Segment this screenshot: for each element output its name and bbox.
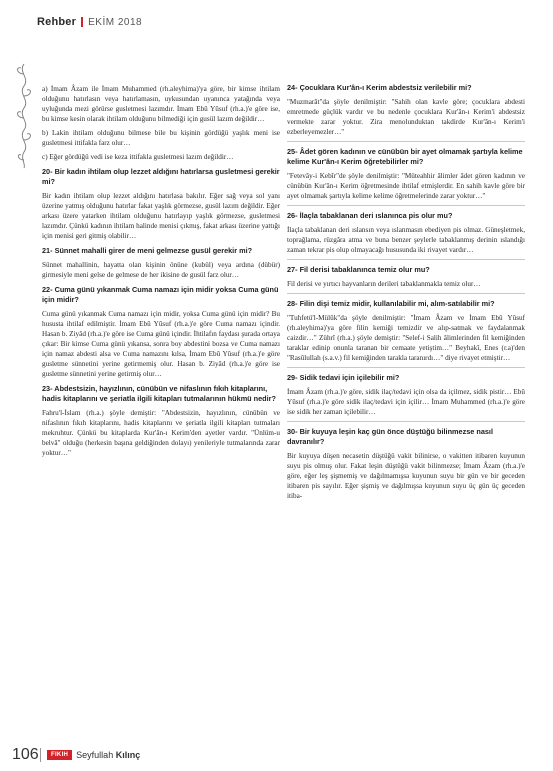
- author-last-name: Kılınç: [115, 750, 141, 760]
- page-number: 106: [12, 746, 39, 763]
- question-heading: 20- Bir kadın ihtilam olup lezzet aldığını hatırlarsa gusletmesi gerekir mi?: [42, 167, 280, 186]
- paragraph: c) Eğer gördüğü vedi ise keza ittifakla gusletmesi lazım değildir…: [42, 153, 234, 161]
- page-footer: [12, 746, 140, 764]
- section-divider: [287, 367, 525, 368]
- right-column: [287, 83, 525, 505]
- paragraph: İmam Âzam (rh.a.)'e göre, sidik ilaç/tedavi için olsa da içilmez, sidik pistir… Ebû Yûsuf (rh.a.)'e göre sidik ilaç/tedavi için içilir… İmam Muhammed (rh.a.)'e göre ise sidik her zaman içilebilir…: [287, 388, 525, 416]
- paragraph: "Muzmarât"da şöyle denilmiştir: "Sahih olan kavle göre; çocuklara abdesti emretmede güçlük vardır ve bu nedenle çocuklara Kur'ân-ı Kerim'i abdestsiz vermekte zarar yoktur. Zira menolunduktan takdirde Kur'ân-ı Kerim'i ezberleyemezler…": [287, 98, 525, 136]
- question-heading: 21- Sünnet mahalli girer de meni gelmezse gusül gerekir mi?: [42, 246, 253, 255]
- floral-ornament-icon: [12, 62, 36, 170]
- question-heading: 29- Sidik tedavi için içilebilir mi?: [287, 373, 400, 382]
- paragraph: "Fetevây-i Kebîr"de şöyle denilmiştir: "Müteahhir âlimler âdet gören kadının ve cünübün Kur'ân-ı Kerim öğretmesinde ihtilaf etmişlerdir. En sahih kavle göre bir ayet olmamak şartıyla kelime kelime öğretmelerinde zarar yoktur…": [287, 172, 525, 200]
- issue-date: EKİM 2018: [88, 16, 143, 28]
- question-heading: 28- Filin dişi temiz midir, kullanılabilir mi, alım-satılabilir mi?: [287, 299, 495, 308]
- paragraph: Fahru'l-İslam (rh.a.) şöyle demiştir: "Abdestsizin, hayızlının, cünübün ve nifaslının fıkıh kitaplarını, hadis kitaplarını ve şeriatla ilgili kitapları tutmaları mekruhtur. Çünkü bu kitaplarda Kur'ân-ı Kerim'den ayetler vardır. "Ünlüm-u belvâ" olduğu (herkesin başına geldiğinden dolayı) yenileriyle tutmalarında zarar yoktur…": [42, 409, 280, 457]
- section-divider: [287, 141, 525, 142]
- question-heading: 26- İlaçla tabaklanan deri ıslanınca pis olur mu?: [287, 211, 453, 220]
- paragraph: Cuma günü yıkanmak Cuma namazı için midir, yoksa Cuma günü için midir? Bu hususta ihtilaf edilmiştir. İmam Ebû Yûsuf (rh.a.)'e göre Cuma namazı içindir. Hasan b. Ziyâd (rh.a.)'e göre ise Cuma günü içindir. İhtilafın faydası şurada ortaya çıkar: Bir kimse Cuma günü yıkansa, sonra boy abdestini bozsa ve Cuma namazı için namaz abdesti alsa ve Cuma namazını kılsa, İmam Ebû Yûsuf (rh.a.)'e göre gusletme sünnetini yerine getirmemiş olur. Hasan b. Ziyâd (rh.a.)'e göre ise gusletme sünnetini yerine getirmiş olur…: [42, 310, 280, 378]
- question-heading: 22- Cuma günü yıkanmak Cuma namazı için midir yoksa Cuma günü için midir?: [42, 285, 279, 304]
- author-name: [76, 750, 140, 760]
- author-first-name: Seyfullah: [76, 750, 114, 760]
- section-divider: [287, 421, 525, 422]
- section-badge: FIKIH: [47, 750, 72, 760]
- question-heading: 25- Âdet gören kadının ve cünübün bir ayet olmamak şartıyla kelime kelime Kur'ân-ı Kerim öğretebilirler mi?: [287, 147, 523, 166]
- section-divider: [287, 259, 525, 260]
- footer-separator: [40, 748, 41, 762]
- paragraph: Fil derisi ve yırtıcı hayvanların derileri tabaklanmakla temiz olur…: [287, 280, 481, 288]
- left-column: [42, 84, 280, 462]
- question-heading: 30- Bir kuyuya leşin kaç gün önce düştüğü bilinmezse nasıl davranılır?: [287, 427, 493, 446]
- paragraph: b) Lakin ihtilam olduğunu bilmese bile bu kişinin gördüğü yaşlık meni ise gusletmesi ittifakla farz olur…: [42, 129, 280, 147]
- magazine-logo: Rehber: [37, 16, 77, 28]
- section-divider: [287, 205, 525, 206]
- question-heading: 24- Çocuklara Kur'ân-ı Kerim abdestsiz verilebilir mi?: [287, 83, 472, 92]
- paragraph: İlaçla tabaklanan deri ıslansın veya ıslanmasın ebediyen pis olmaz. Güneşletmek, toprağlama, rüzgâra atma ve buna benzer şeylerle tabaklanmış derinin ıslandığı zaman tekrar pis olup olmayacağı hususunda iki rivayet vardır…: [287, 226, 525, 254]
- paragraph: Bir kadın ihtilam olup lezzet aldığını hatırlasa bakılır. Eğer sağ veya sol yanı üzerine yatmış olduğunu hatırlar fakat yaşlık görmezse, gusül lazım değildir. Eğer arkası üzere yatarken ihtilam olduğunu hatırlayıp yaşlık görmezse, gusletmesi lazımdır. Çünkü kadının ihtilam halinde menisi çıkmış, fakat arkası üzerine yattığı için menisi geri gitmiş olabilir…: [42, 192, 280, 240]
- question-heading: 27- Fil derisi tabaklanınca temiz olur mu?: [287, 265, 430, 274]
- paragraph: Bir kuyuya düşen necasetin düştüğü vakit bilinirse, o vakitten itibaren kuyunun suyu pis olmuş olur. Fakat leşin düştüğü vakit bilinmezse; İmam Âzam (rh.a.)'e göre, eğer leş şişmemiş ve dağılmamışsa kuyunun suyu bir gün ve bir geceden itibaren pis sayılır. Eğer şişmiş ve dağılmışsa kuyunun suyu üç gün üç geceden itiba-: [287, 452, 525, 500]
- page-header: [37, 14, 142, 30]
- question-heading: 23- Abdestsizin, hayızlının, cünübün ve nifaslının fıkıh kitaplarını, hadis kitaplarını ve şeriatla ilgili kitapları tutmalarının hükmü nedir?: [42, 384, 276, 403]
- header-separator: [81, 17, 83, 27]
- paragraph: Sünnet mahallinin, hayatta olan kişinin önüne (kubül) veya ardına (dübür) girmesiyle meni gelse de gelmese de her ikisine de gusül farz olur…: [42, 261, 280, 279]
- paragraph: "Tuhfetü'l-Mülûk"da şöyle denilmiştir: "İmam Âzam ve İmam Ebû Yûsuf (rh.aleyhima)'ya göre filin kemiği temizdir ve alıp-satmak ve faydalanmak caizdir…" Zührî (rh.a.) şöyle demiştir: "Selef-i Salih âlimlerinden fil kemiğinden taraklar edinip onunla taranan bir cemaate yetiştim…" Beyhakî, Enes (r.a)'den "Rasûlullah (s.a.v.) fil kemiğinden tarakla taranırdı…" diye rivayet etmiştir…: [287, 314, 525, 362]
- paragraph: a) İmam Âzam ile İmam Muhammed (rh.aleyhima)'ya göre, bir kimse ihtilam olduğunu hatırlasın veya hatırlamasın, uykusundan uyanınca yatağında veya uyluğunda mezi görürse gusletmesi lazımdır. İmam Ebû Yûsuf (rh.a.)'e göre ise, bu kimse kesin olarak ihtilam olduğunu bilmediği için gusül lazım değildir…: [42, 85, 280, 123]
- section-divider: [287, 293, 525, 294]
